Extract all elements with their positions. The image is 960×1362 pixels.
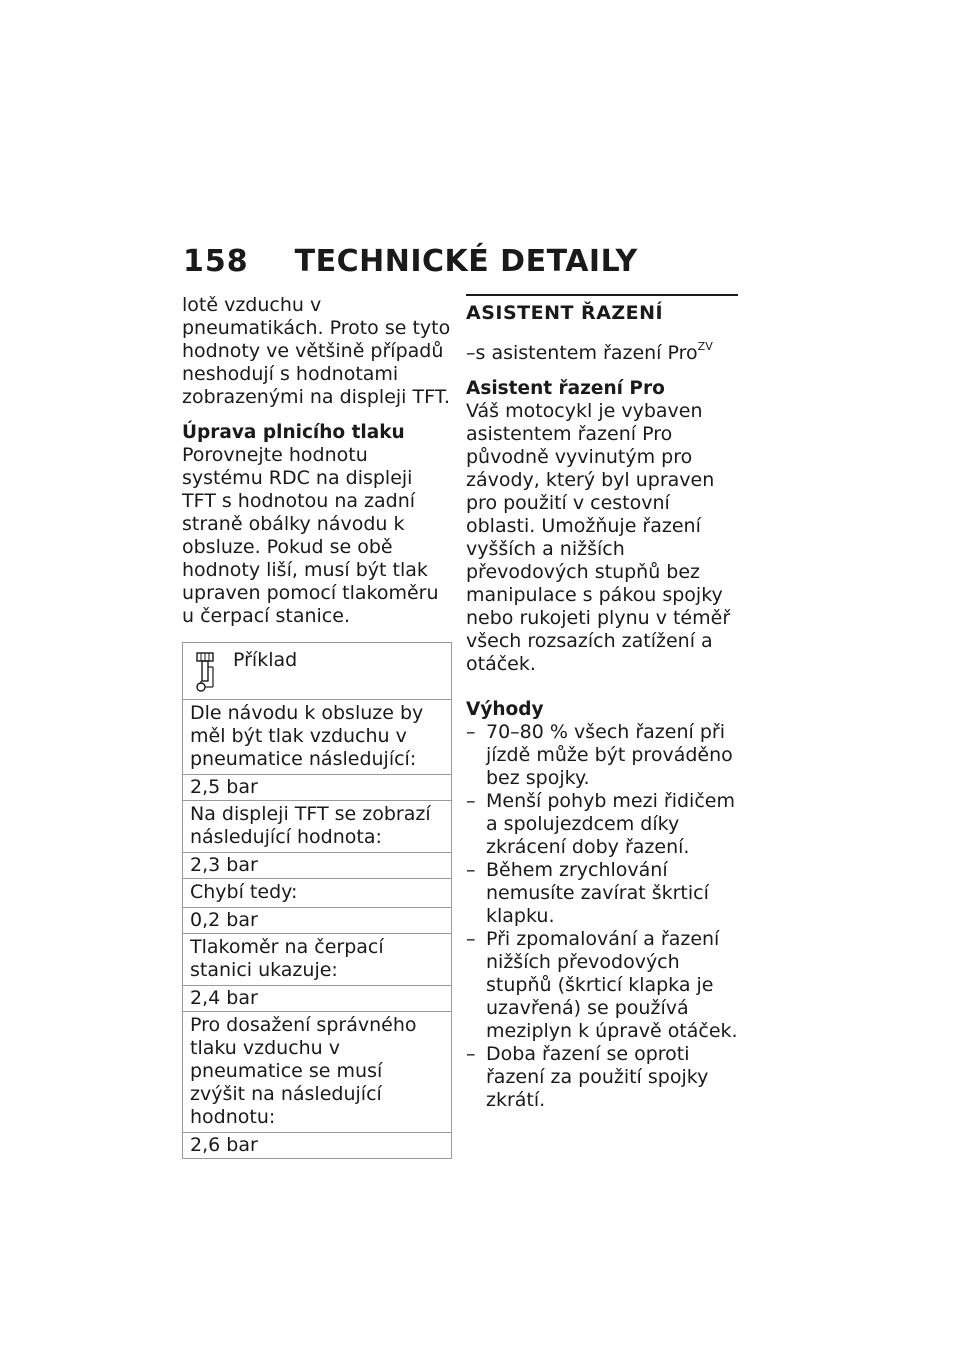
example-value: 2,4 bar: [183, 986, 451, 1012]
section-divider: [466, 294, 738, 296]
page-header: [183, 244, 638, 279]
example-value: 2,5 bar: [183, 775, 451, 801]
example-table: [182, 642, 452, 1159]
intro-paragraph: lotě vzduchu v pneumatikách. Proto se tyto hodnoty ve většině případů neshodují s hodnotami zobrazenými na displeji TFT.: [182, 294, 451, 408]
section-title: ASISTENT ŘAZENÍ: [466, 302, 664, 324]
left-column: [182, 294, 452, 1159]
pro-paragraph: Váš motocykl je vybaven asistentem řazení Pro původně vyvinutým pro závody, který byl upraven pro použití v cestovní oblasti. Umožňuje řazení vyšších a nižších převodových stupňů bez manipulace s pákou spojky nebo rukojeti plynu v téměř všech rozsazích zatížení a otáček.: [466, 400, 731, 675]
dash-marker: –: [466, 342, 476, 364]
assistant-line-text: s asistentem řazení Pro: [475, 342, 698, 364]
example-value: 2,6 bar: [190, 1134, 258, 1156]
pro-heading: Asistent řazení Pro: [466, 378, 665, 399]
example-row: Tlakoměr na čerpací stanici ukazuje:: [183, 934, 451, 986]
list-item: – Během zrychlování nemusíte zavírat škrticí klapku.: [466, 859, 738, 928]
list-item: – Menší pohyb mezi řidičem a spolujezdcem díky zkrácení doby řazení.: [466, 790, 738, 859]
example-header: [183, 643, 451, 700]
example-row: Dle návodu k obsluze by měl být tlak vzduchu v pneumatice následující:: [183, 700, 451, 775]
example-row: Pro dosažení správného tlaku vzduchu v pneumatice se musí zvýšit na následující hodnotu:: [183, 1012, 451, 1133]
page-title: TECHNICKÉ DETAILY: [294, 244, 638, 279]
page-number: 158: [183, 244, 249, 279]
benefits-heading: Výhody: [466, 699, 544, 720]
pressure-paragraph: Porovnejte hodnotu systému RDC na displeji TFT s hodnotou na zadní straně obálky návodu k obsluze. Pokud se obě hodnoty liší, musí být tlak upraven pomocí tlakoměru u čerpací stanice.: [182, 444, 439, 627]
example-value: 0,2 bar: [183, 908, 451, 934]
optional-equipment-marker: ZV: [697, 340, 713, 353]
tire-pressure-gauge-icon: [195, 651, 215, 695]
pressure-heading: Úprava plnicího tlaku: [182, 422, 405, 443]
example-row: Na displeji TFT se zobrazí následující hodnota:: [183, 801, 451, 853]
assistant-equipment-line: [466, 335, 738, 365]
benefits-list: [466, 721, 738, 1112]
example-title: Příklad: [233, 649, 298, 671]
list-item: – 70–80 % všech řazení při jízdě může být prováděno bez spojky.: [466, 721, 738, 790]
list-item: – Při zpomalování a řazení nižších převodových stupňů (škrticí klapka je uzavřená) se používá meziplyn k úpravě otáček.: [466, 928, 738, 1043]
list-item: – Doba řazení se oproti řazení za použití spojky zkrátí.: [466, 1043, 738, 1112]
example-value: 2,3 bar: [183, 853, 451, 879]
right-column: [466, 294, 738, 1112]
example-row: Chybí tedy:: [183, 879, 451, 908]
